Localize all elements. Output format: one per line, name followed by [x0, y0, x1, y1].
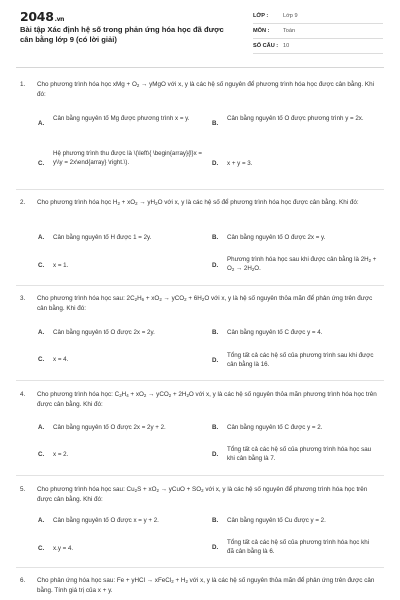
question-text: Cho phương trình hóa học: $C_2H_4 + xO_2 \to yCO_2 + 2H_2O$ với x, y là các hệ số nguyên thỏa mãn phương trình hóa học trên được cân bằng. Khi đó: — [37, 391, 377, 408]
question-3 — [20, 294, 385, 313]
meta-row-grade — [253, 9, 383, 24]
question-number: 4. — [20, 391, 26, 398]
meta-row-subject — [253, 24, 383, 39]
question-number: 2. — [20, 199, 26, 206]
option-text: Tổng tất cả các hệ số của phương trình hóa học sau khi cân bằng là 7. — [227, 446, 372, 463]
meta-key: MÔN : — [253, 28, 270, 34]
option-text: Cân bằng nguyên tố O được x = y + 2. — [53, 517, 159, 524]
option-text: Cân bằng nguyên tố O được 2x = 2y + 2. — [53, 424, 166, 431]
question-number: 6. — [20, 577, 26, 584]
question-separator — [16, 189, 384, 190]
question-separator — [16, 567, 384, 568]
question-4 — [20, 390, 385, 409]
meta-key: SỐ CÂU : — [253, 43, 279, 49]
option-text: Cân bằng nguyên tố C được y = 4. — [227, 329, 323, 336]
question-text: Cho phản ứng hóa học sau: Fe + yHCl → xFeCl$_2$ + $H_2$ với x, y là các hệ số nguyên thỏa mãn để phản ứng trên được cân bằng. Tính giá trị của x + y. — [37, 577, 375, 594]
header-divider — [16, 67, 384, 68]
meta-value: Lớp 9 — [283, 13, 298, 19]
meta-key: LỚP : — [253, 13, 269, 19]
question-separator — [16, 380, 384, 381]
question-number: 3. — [20, 295, 26, 302]
document-meta — [253, 9, 383, 54]
question-text: Cho phương trình hóa học sau: $Cu_2S + xO_2$ → yCuO + $SO_2$ với x, y là các hệ số nguyên để phương trình hóa học trên được cân bằng. Khi đó: — [37, 486, 368, 503]
question-5 — [20, 485, 385, 504]
option-text: Tổng tất cả các hệ số của phương trình sau khi được cân bằng là 16. — [227, 352, 374, 369]
question-number: 1. — [20, 81, 26, 88]
option-text: Cân bằng nguyên tố O được phương trình y = 2x. — [227, 115, 364, 122]
question-number: 5. — [20, 486, 26, 493]
option-text: Cân bằng nguyên tố H được 1 = 2y. — [53, 234, 152, 241]
option-text: x + y = 3. — [227, 160, 253, 167]
option-text: Cân bằng nguyên tố Cu được y = 2. — [227, 517, 326, 524]
option-text: Cân bằng nguyên tố Mg được phương trình x = y. — [53, 115, 190, 122]
option-text: Cân bằng nguyên tố O được 2x = 2y. — [53, 329, 155, 336]
option-text: Tổng tất cả các hệ số của phương trình hóa học khi đã cân bằng là 6. — [227, 539, 370, 556]
question-2 — [20, 198, 385, 208]
option-text: Cân bằng nguyên tố C được y = 2. — [227, 424, 323, 431]
question-separator — [16, 475, 384, 476]
question-text: Cho phương trình hóa học xMg + $O_2$ → yMgO với x, y là các hệ số nguyên để phương trình hóa học được cân bằng. Khi đó: — [37, 81, 375, 98]
document-header — [0, 0, 400, 62]
meta-value: 10 — [283, 43, 290, 49]
question-text: Cho phương trình hóa học $H_2 + xO_2 \to yH_2O$ với x, y là các hệ số để phương trình hóa học được cân bằng. Khi đó: — [37, 199, 359, 206]
option-text: x = 2. — [53, 451, 69, 458]
site-logo[interactable]: 2048.vn — [20, 9, 65, 24]
option-text: x = 1. — [53, 262, 69, 269]
meta-value: Toán — [283, 28, 296, 34]
question-1 — [20, 80, 385, 99]
option-text: x = 4. — [53, 356, 69, 363]
question-text: Cho phương trình hóa học sau: $2C_2H_6 + xO_2 \to yCO_2 + 6H_2O$ với x, y là hệ số nguyên thỏa mãn để phản ứng trên được cân bằng. Khi đó: — [37, 295, 373, 312]
question-separator — [16, 285, 384, 286]
option-text: Phương trình hóa học sau khi được cân bằng là $2H_2 + O_2 \to 2H_2O$. — [227, 256, 377, 273]
meta-row-count — [253, 39, 383, 54]
option-text: x.y = 4. — [53, 545, 74, 552]
option-text: Cân bằng nguyên tố O được 2x = y. — [227, 234, 326, 241]
question-6 — [20, 576, 385, 595]
document-title: Bài tập Xác định hệ số trong phản ứng hóa học đã được cân bằng lớp 9 (có lời giải) — [20, 25, 224, 44]
option-text: Hệ phương trình thu được là \(\left\{ \begin{array}{l}x = y\\y = 2x\end{array} \right.\). — [53, 150, 203, 167]
